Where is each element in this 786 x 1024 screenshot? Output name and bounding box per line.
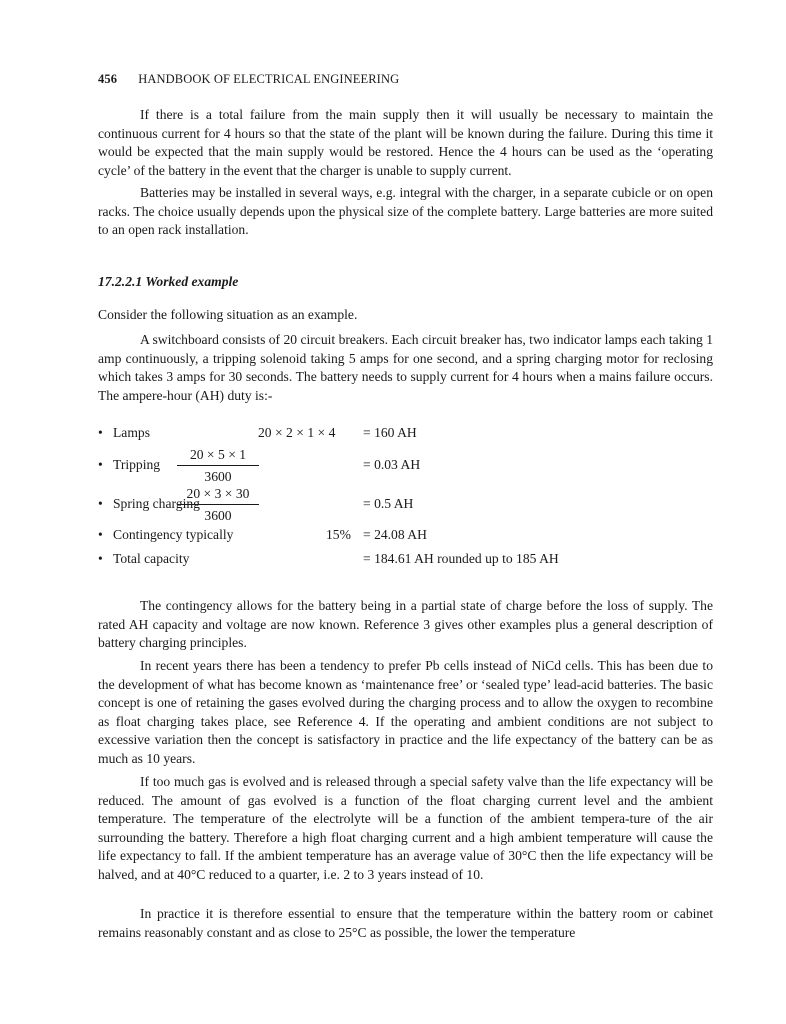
- calc-result: = 184.61 AH rounded up to 185 AH: [363, 551, 559, 566]
- paragraph-contingency: The contingency allows for the battery being in a partial state of charge before the loss of supply. The rated AH capacity and voltage are now known. Reference 3 gives other examples plus a general description of battery charging principles.: [98, 598, 713, 651]
- running-header: [98, 72, 399, 87]
- bullet-marker: •: [98, 457, 103, 472]
- paragraph-pb-cells: In recent years there has been a tendency to prefer Pb cells instead of NiCd cells. This has been due to the development of what has become known as ‘maintenance free’ or ‘sealed type’ lead-acid batteries. The basic concept is one of retaining the gases evolved during the charging process and to allow the oxygen to recombine as float charging takes place, see Reference 4. If the operating and ambient conditions are not subject to excessive variation then the concept is satisfactory in practice and the life expectancy of the battery can be as much as 10 years.: [98, 658, 713, 766]
- calc-row-contingency: [98, 527, 718, 547]
- calc-result: = 0.5 AH: [363, 496, 414, 511]
- calc-expression: 15%: [326, 527, 351, 542]
- calc-row-lamps: [98, 425, 718, 445]
- calc-label: Contingency typically: [113, 527, 234, 542]
- calc-result: = 0.03 AH: [363, 457, 421, 472]
- paragraph-practice: In practice it is therefore essential to ensure that the temperature within the battery room or cabinet remains reasonably constant and as close to 25°C as possible, the lower the temperature: [98, 906, 713, 940]
- page-number: 456: [98, 72, 118, 86]
- fraction-numerator: 20 × 5 × 1: [189, 447, 247, 462]
- fraction-denominator: 3600: [204, 469, 232, 484]
- bullet-marker: •: [98, 496, 103, 511]
- paragraph-consider: Consider the following situation as an example.: [98, 307, 358, 322]
- calc-label: Total capacity: [113, 551, 190, 566]
- bullet-marker: •: [98, 425, 103, 440]
- fraction-spring: [173, 485, 263, 524]
- calc-label: Spring charging: [113, 496, 200, 511]
- paragraph-total-failure: If there is a total failure from the main supply then it will usually be necessary to maintain the continuous current for 4 hours so that the state of the plant will be known during the failure. During this time it would be expected that the main supply would be restored. Hence the 4 hours can be used as the ‘operating cycle’ of the battery in the event that the charger is unable to supply current.: [98, 107, 713, 178]
- bullet-marker: •: [98, 527, 103, 542]
- paragraph-switchboard: A switchboard consists of 20 circuit breakers. Each circuit breaker has, two indicator lamps each taking 1 amp continuously, a tripping solenoid taking 5 amps for one second, and a spring charging motor for reclosing which takes 3 amps for 30 seconds. The battery needs to supply current for 4 hours when a mains failure occurs. The ampere-hour (AH) duty is:-: [98, 332, 714, 403]
- calc-label: Lamps: [113, 425, 150, 440]
- paragraph-installation: Batteries may be installed in several ways, e.g. integral with the charger, in a separate cubicle or on open racks. The choice usually depends upon the physical size of the complete battery. Large batteries are more suited to an open rack installation.: [98, 185, 713, 238]
- calc-label: Tripping: [113, 457, 161, 472]
- paragraph-gas-evolved: If too much gas is evolved and is released through a special safety valve than the life expectancy will be reduced. The amount of gas evolved is a function of the float charging current level and the ambient temperature. The temperature of the electrolyte will be a function of the ambient tempera-ture of the air surrounding the battery. Therefore a high float charging current and a high ambient temperature will cause the life expectancy to fall. If the ambient temperature has an average value of 30°C then the life expectancy will be halved, and at 40°C reduced to a quarter, i.e. 2 to 3 years instead of 10.: [98, 774, 713, 882]
- running-title: HANDBOOK OF ELECTRICAL ENGINEERING: [138, 72, 400, 86]
- calc-row-total: [98, 551, 718, 571]
- section-heading: 17.2.2.1 Worked example: [98, 274, 239, 289]
- calc-result: = 160 AH: [363, 425, 417, 440]
- bullet-marker: •: [98, 551, 103, 566]
- fraction-bar: [177, 504, 259, 505]
- calc-expression: 20 × 2 × 1 × 4: [258, 425, 336, 440]
- fraction-numerator: 20 × 3 × 30: [186, 486, 250, 501]
- fraction-tripping: [173, 446, 263, 485]
- fraction-bar: [177, 465, 259, 466]
- calc-result: = 24.08 AH: [363, 527, 427, 542]
- fraction-denominator: 3600: [204, 508, 232, 523]
